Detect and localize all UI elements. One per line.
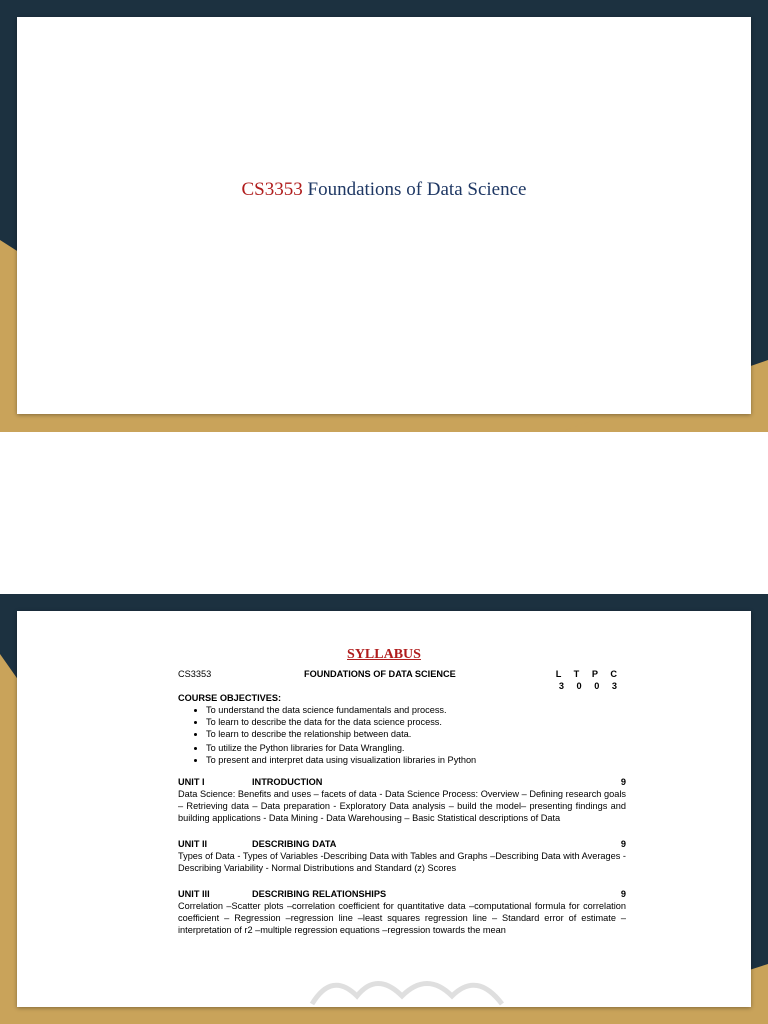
- course-code: CS3353: [178, 669, 212, 679]
- syllabus-slide: [0, 594, 768, 1024]
- unit-description: Correlation –Scatter plots –correlation coefficient for quantitative data –computational formula for correlation coefficient – Regression –regression line –least squares regression line – Standard error of estimate – interpretation of r2 –multiple regression equations –regression towards the mean: [178, 901, 626, 936]
- unit-description: Types of Data - Types of Variables -Describing Data with Tables and Graphs –Describing Data with Averages - Describing Variability - Normal Distributions and Standard (z) Scores: [178, 850, 626, 873]
- syllabus-heading: SYLLABUS: [347, 647, 421, 662]
- slide-card: [17, 611, 751, 1007]
- unit-name: DESCRIBING DATA: [252, 838, 337, 849]
- unit-heading: [178, 776, 626, 788]
- course-title: Foundations of Data Science: [307, 179, 527, 200]
- ltpc-values: 3 0 0 3: [558, 681, 622, 691]
- course-code: CS3353: [241, 179, 303, 200]
- slide-title: [17, 179, 751, 201]
- unit-name: DESCRIBING RELATIONSHIPS: [252, 889, 387, 900]
- unit-number: UNIT II: [178, 838, 208, 849]
- unit-name: INTRODUCTION: [252, 776, 323, 787]
- unit-number: UNIT III: [178, 889, 210, 900]
- syllabus-document: [178, 668, 626, 936]
- objective-item: • To learn to describe the data for the data science process.: [206, 716, 626, 728]
- ltpc-label: L T P C: [555, 669, 622, 679]
- unit-heading: [178, 888, 626, 900]
- objective-item: • To utilize the Python libraries for Data Wrangling.: [206, 742, 626, 754]
- objective-item: • To understand the data science fundamentals and process.: [206, 704, 626, 716]
- unit-hours: 9: [620, 776, 626, 787]
- title-slide: [0, 0, 768, 432]
- unit-description: Data Science: Benefits and uses – facets of data - Data Science Process: Overview – Defining research goals – Retrieving data – Data preparation - Exploratory Data analysis – build the model– presenting findings and building applications - Data Mining - Data Warehousing – Basic Statistical descriptions of Data: [178, 788, 626, 823]
- course-header-row: [178, 668, 626, 680]
- unit-heading: [178, 838, 626, 850]
- objectives-list: [178, 704, 626, 766]
- unit-hours: 9: [620, 889, 626, 900]
- objective-item: • To learn to describe the relationship between data.: [206, 728, 626, 740]
- unit-number: UNIT I: [178, 776, 205, 787]
- course-name: FOUNDATIONS OF DATA SCIENCE: [304, 669, 456, 679]
- course-credits-row: [178, 680, 626, 692]
- slide-card: [17, 17, 751, 414]
- unit-hours: 9: [620, 838, 626, 849]
- objective-item: • To present and interpret data using visualization libraries in Python: [206, 754, 626, 766]
- watermark-logo: [302, 966, 512, 1006]
- objectives-heading: COURSE OBJECTIVES:: [178, 693, 282, 703]
